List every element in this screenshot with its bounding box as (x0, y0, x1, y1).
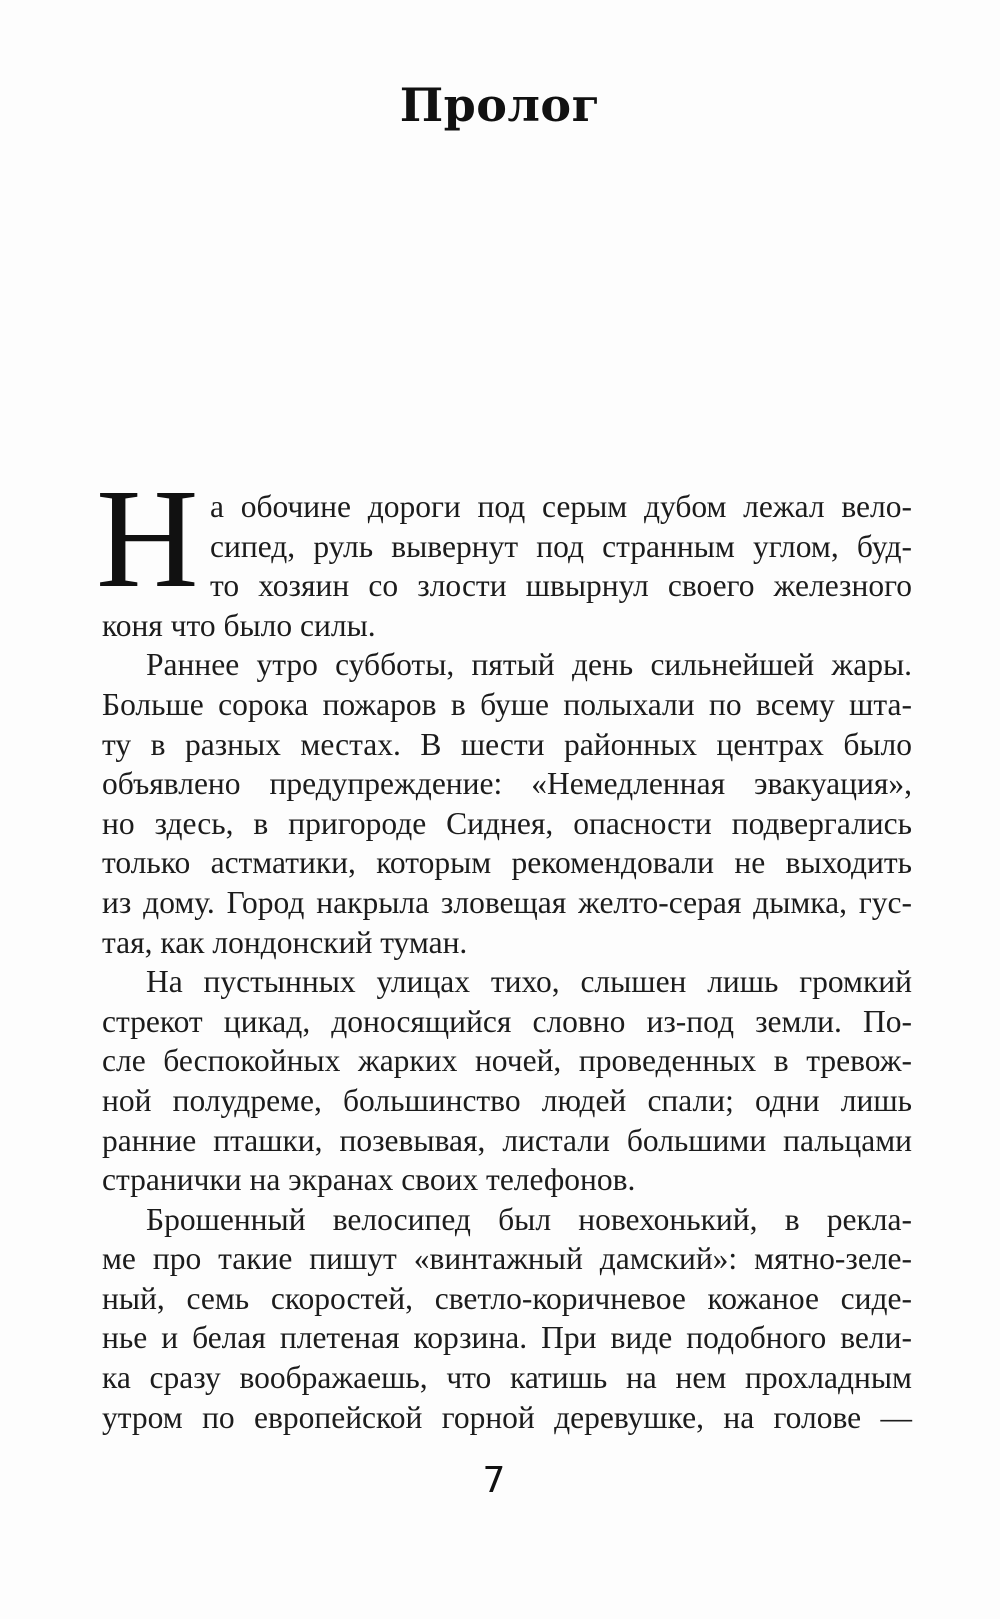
text-line: ка сразу воображаешь, что катишь на нем прохладным (102, 1360, 912, 1396)
text-line: но здесь, в пригороде Сиднея, опасности подвергались (102, 805, 912, 841)
text-line: странички на экранах своих телефонов. (102, 1162, 636, 1198)
text-line: ный, семь скоростей, светло-коричневое кожаное сиде- (102, 1280, 912, 1316)
text-line: стрекот цикад, доносящийся словно из-под земли. По- (102, 1003, 912, 1039)
text-line: нье и белая плетеная корзина. При виде подобного вели- (102, 1320, 912, 1356)
text-line: а обочине дороги под серым дубом лежал вело- (210, 489, 912, 524)
text-line: то хозяин со злости швырнул своего железного (210, 568, 912, 604)
text-line: тая, как лондонский туман. (102, 924, 468, 960)
text-line: Больше сорока пожаров в буше полыхали по всему шта- (102, 686, 912, 722)
text-line: ранние пташки, позевывая, листали большими пальцами (102, 1122, 912, 1158)
text-line: На пустынных улицах тихо, слышен лишь громкий (146, 964, 912, 1000)
text-line: утром по европейской горной деревушке, на голове — (102, 1399, 912, 1435)
chapter-title: Пролог (399, 78, 601, 132)
text-line: ной полудреме, большинство людей спали; одни лишь (102, 1082, 912, 1118)
text-line: ме про такие пишут «винтажный дамский»: мятно-зеле- (102, 1241, 912, 1277)
text-line: сле беспокойных жарких ночей, проведенных в тревож- (102, 1043, 912, 1079)
text-line: Раннее утро субботы, пятый день сильнейшей жары. (146, 647, 912, 683)
text-line: Брошенный велосипед был новехонький, в рекла- (146, 1201, 912, 1237)
page-number: 7 (482, 1460, 506, 1501)
text-line: ту в разных местах. В шести районных центрах было (102, 726, 912, 762)
drop-cap: Н (96, 459, 199, 617)
body-text (102, 487, 912, 1437)
text-line: коня что было силы. (102, 607, 376, 643)
text-line: из дому. Город накрыла зловещая желто-серая дымка, гус- (102, 884, 912, 920)
text-line: сипед, руль вывернут под странным углом, буд- (210, 528, 912, 564)
text-line: объявлено предупреждение: «Немедленная эвакуация», (102, 766, 912, 802)
text-line: только астматики, которым рекомендовали не выходить (102, 845, 912, 881)
